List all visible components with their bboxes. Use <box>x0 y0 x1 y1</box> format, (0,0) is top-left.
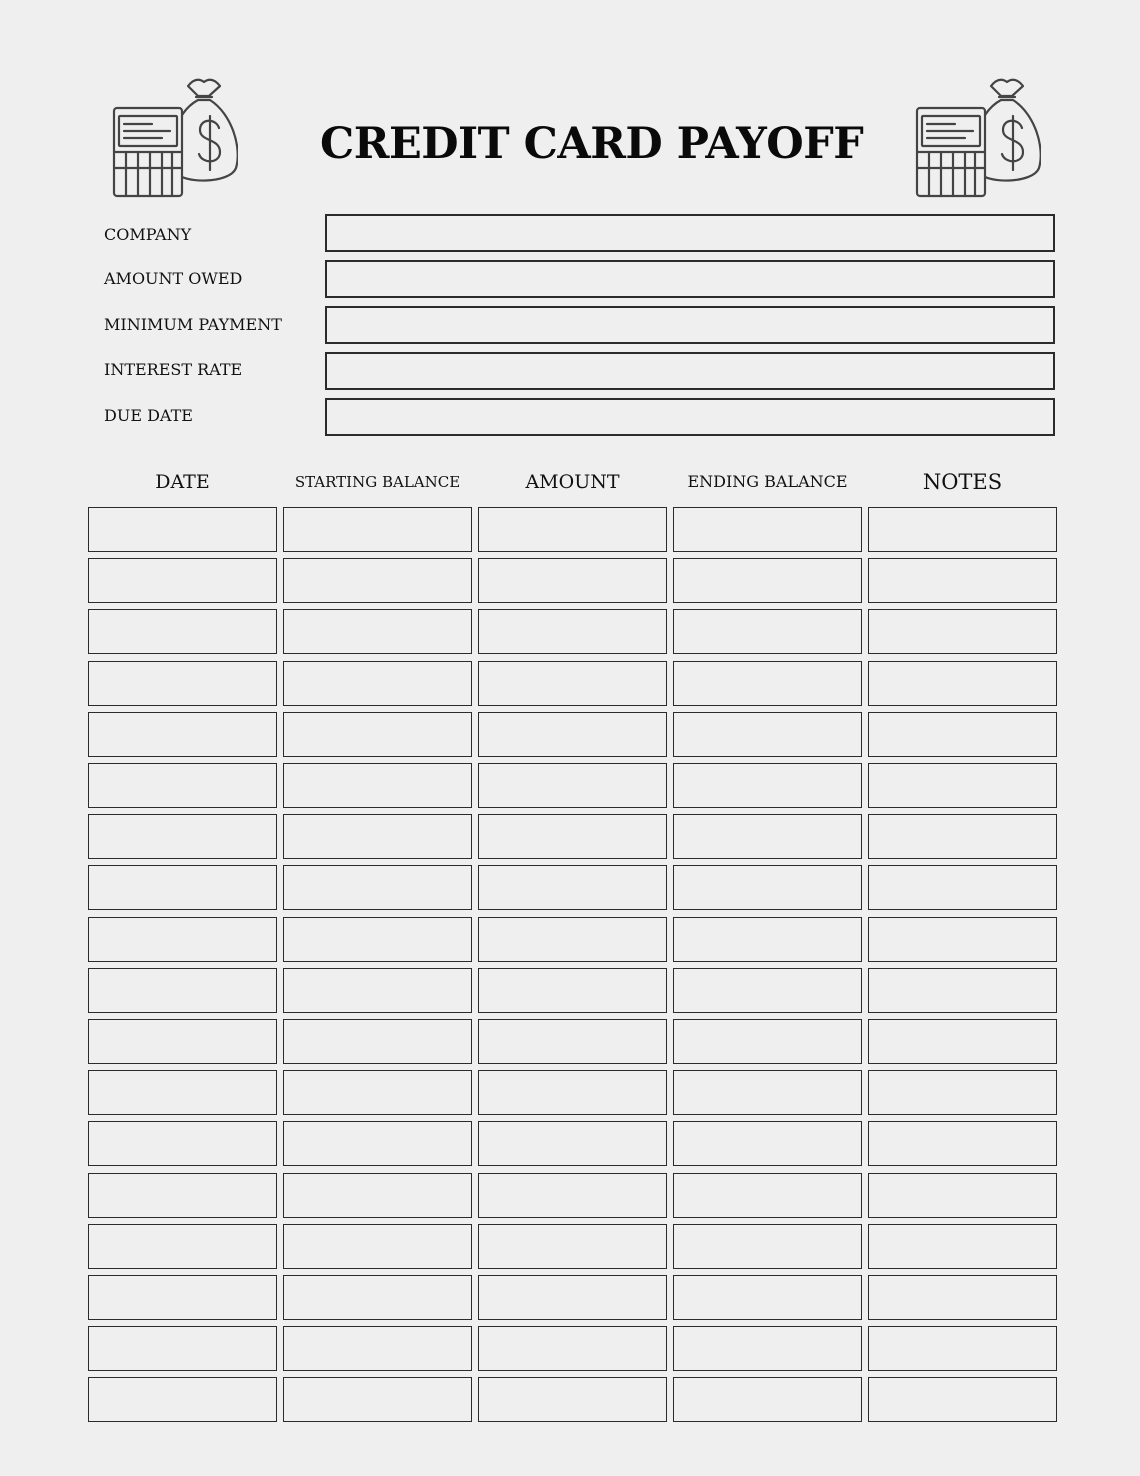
table-cell-ending-balance[interactable] <box>673 558 862 603</box>
table-cell-ending-balance[interactable] <box>673 814 862 859</box>
table-cell-notes[interactable] <box>868 661 1057 706</box>
table-cell-starting-balance[interactable] <box>283 558 472 603</box>
due-date-field[interactable] <box>325 398 1055 436</box>
table-cell-amount[interactable] <box>478 558 667 603</box>
table-cell-notes[interactable] <box>868 763 1057 808</box>
table-cell-date[interactable] <box>88 609 277 654</box>
table-cell-ending-balance[interactable] <box>673 609 862 654</box>
table-cell-amount[interactable] <box>478 1275 667 1320</box>
table-cell-notes[interactable] <box>868 609 1057 654</box>
table-cell-date[interactable] <box>88 712 277 757</box>
table-cell-ending-balance[interactable] <box>673 507 862 552</box>
table-cell-starting-balance[interactable] <box>283 507 472 552</box>
table-cell-amount[interactable] <box>478 865 667 910</box>
table-cell-ending-balance[interactable] <box>673 1275 862 1320</box>
amount-owed-field[interactable] <box>325 260 1055 298</box>
table-cell-amount[interactable] <box>478 661 667 706</box>
table-cell-starting-balance[interactable] <box>283 865 472 910</box>
table-cell-starting-balance[interactable] <box>283 1121 472 1166</box>
table-cell-notes[interactable] <box>868 1377 1057 1422</box>
table-cell-starting-balance[interactable] <box>283 814 472 859</box>
table-cell-date[interactable] <box>88 1377 277 1422</box>
table-cell-ending-balance[interactable] <box>673 1326 862 1371</box>
field-label-due-date: DUE DATE <box>104 406 193 425</box>
table-cell-amount[interactable] <box>478 968 667 1013</box>
table-cell-ending-balance[interactable] <box>673 968 862 1013</box>
field-label-interest-rate: INTEREST RATE <box>104 360 243 379</box>
receipt-moneybag-icon <box>915 72 1041 200</box>
table-cell-ending-balance[interactable] <box>673 712 862 757</box>
table-cell-date[interactable] <box>88 865 277 910</box>
field-label-minimum-payment: MINIMUM PAYMENT <box>104 315 282 334</box>
table-cell-notes[interactable] <box>868 712 1057 757</box>
table-cell-amount[interactable] <box>478 763 667 808</box>
table-cell-starting-balance[interactable] <box>283 712 472 757</box>
column-header-date: DATE <box>155 471 210 493</box>
table-cell-date[interactable] <box>88 1275 277 1320</box>
table-cell-date[interactable] <box>88 507 277 552</box>
table-cell-notes[interactable] <box>868 814 1057 859</box>
table-cell-ending-balance[interactable] <box>673 763 862 808</box>
table-cell-date[interactable] <box>88 1019 277 1064</box>
table-cell-ending-balance[interactable] <box>673 1173 862 1218</box>
table-cell-amount[interactable] <box>478 1173 667 1218</box>
column-header-starting-balance: STARTING BALANCE <box>294 473 461 491</box>
table-cell-date[interactable] <box>88 968 277 1013</box>
field-label-company: COMPANY <box>104 225 192 244</box>
table-cell-date[interactable] <box>88 814 277 859</box>
field-label-amount-owed: AMOUNT OWED <box>104 269 243 288</box>
table-cell-date[interactable] <box>88 1070 277 1115</box>
table-cell-ending-balance[interactable] <box>673 1377 862 1422</box>
table-cell-starting-balance[interactable] <box>283 968 472 1013</box>
table-cell-date[interactable] <box>88 1224 277 1269</box>
minimum-payment-field[interactable] <box>325 306 1055 344</box>
table-cell-notes[interactable] <box>868 1224 1057 1269</box>
table-cell-starting-balance[interactable] <box>283 1326 472 1371</box>
table-cell-amount[interactable] <box>478 917 667 962</box>
column-header-ending-balance: ENDING BALANCE <box>687 472 848 491</box>
table-cell-amount[interactable] <box>478 1121 667 1166</box>
table-cell-notes[interactable] <box>868 1326 1057 1371</box>
column-header-amount: AMOUNT <box>525 471 620 493</box>
table-cell-ending-balance[interactable] <box>673 865 862 910</box>
table-cell-date[interactable] <box>88 1173 277 1218</box>
table-cell-amount[interactable] <box>478 1377 667 1422</box>
table-cell-notes[interactable] <box>868 1070 1057 1115</box>
column-header-notes: NOTES <box>922 470 1003 494</box>
table-cell-notes[interactable] <box>868 968 1057 1013</box>
table-cell-starting-balance[interactable] <box>283 661 472 706</box>
receipt-moneybag-icon <box>112 72 238 200</box>
table-cell-date[interactable] <box>88 917 277 962</box>
interest-rate-field[interactable] <box>325 352 1055 390</box>
table-cell-starting-balance[interactable] <box>283 1275 472 1320</box>
table-cell-starting-balance[interactable] <box>283 1224 472 1269</box>
table-cell-starting-balance[interactable] <box>283 763 472 808</box>
table-cell-notes[interactable] <box>868 1121 1057 1166</box>
table-cell-amount[interactable] <box>478 1070 667 1115</box>
table-cell-notes[interactable] <box>868 917 1057 962</box>
table-cell-date[interactable] <box>88 1121 277 1166</box>
table-cell-ending-balance[interactable] <box>673 917 862 962</box>
table-cell-starting-balance[interactable] <box>283 917 472 962</box>
table-cell-starting-balance[interactable] <box>283 1377 472 1422</box>
table-cell-starting-balance[interactable] <box>283 609 472 654</box>
table-cell-amount[interactable] <box>478 1224 667 1269</box>
table-cell-ending-balance[interactable] <box>673 1019 862 1064</box>
table-cell-notes[interactable] <box>868 507 1057 552</box>
table-cell-starting-balance[interactable] <box>283 1070 472 1115</box>
table-cell-amount[interactable] <box>478 712 667 757</box>
table-cell-date[interactable] <box>88 661 277 706</box>
table-cell-ending-balance[interactable] <box>673 1224 862 1269</box>
table-cell-notes[interactable] <box>868 558 1057 603</box>
table-cell-notes[interactable] <box>868 1173 1057 1218</box>
table-cell-ending-balance[interactable] <box>673 661 862 706</box>
table-cell-amount[interactable] <box>478 1019 667 1064</box>
table-cell-notes[interactable] <box>868 865 1057 910</box>
table-cell-notes[interactable] <box>868 1275 1057 1320</box>
table-cell-starting-balance[interactable] <box>283 1173 472 1218</box>
table-cell-ending-balance[interactable] <box>673 1070 862 1115</box>
table-cell-ending-balance[interactable] <box>673 1121 862 1166</box>
page-title: CREDIT CARD PAYOFF <box>320 119 864 169</box>
company-field[interactable] <box>325 214 1055 252</box>
table-cell-amount[interactable] <box>478 1326 667 1371</box>
table-cell-amount[interactable] <box>478 609 667 654</box>
table-cell-date[interactable] <box>88 763 277 808</box>
table-cell-date[interactable] <box>88 558 277 603</box>
table-cell-notes[interactable] <box>868 1019 1057 1064</box>
table-cell-starting-balance[interactable] <box>283 1019 472 1064</box>
table-cell-date[interactable] <box>88 1326 277 1371</box>
table-cell-amount[interactable] <box>478 814 667 859</box>
table-cell-amount[interactable] <box>478 507 667 552</box>
